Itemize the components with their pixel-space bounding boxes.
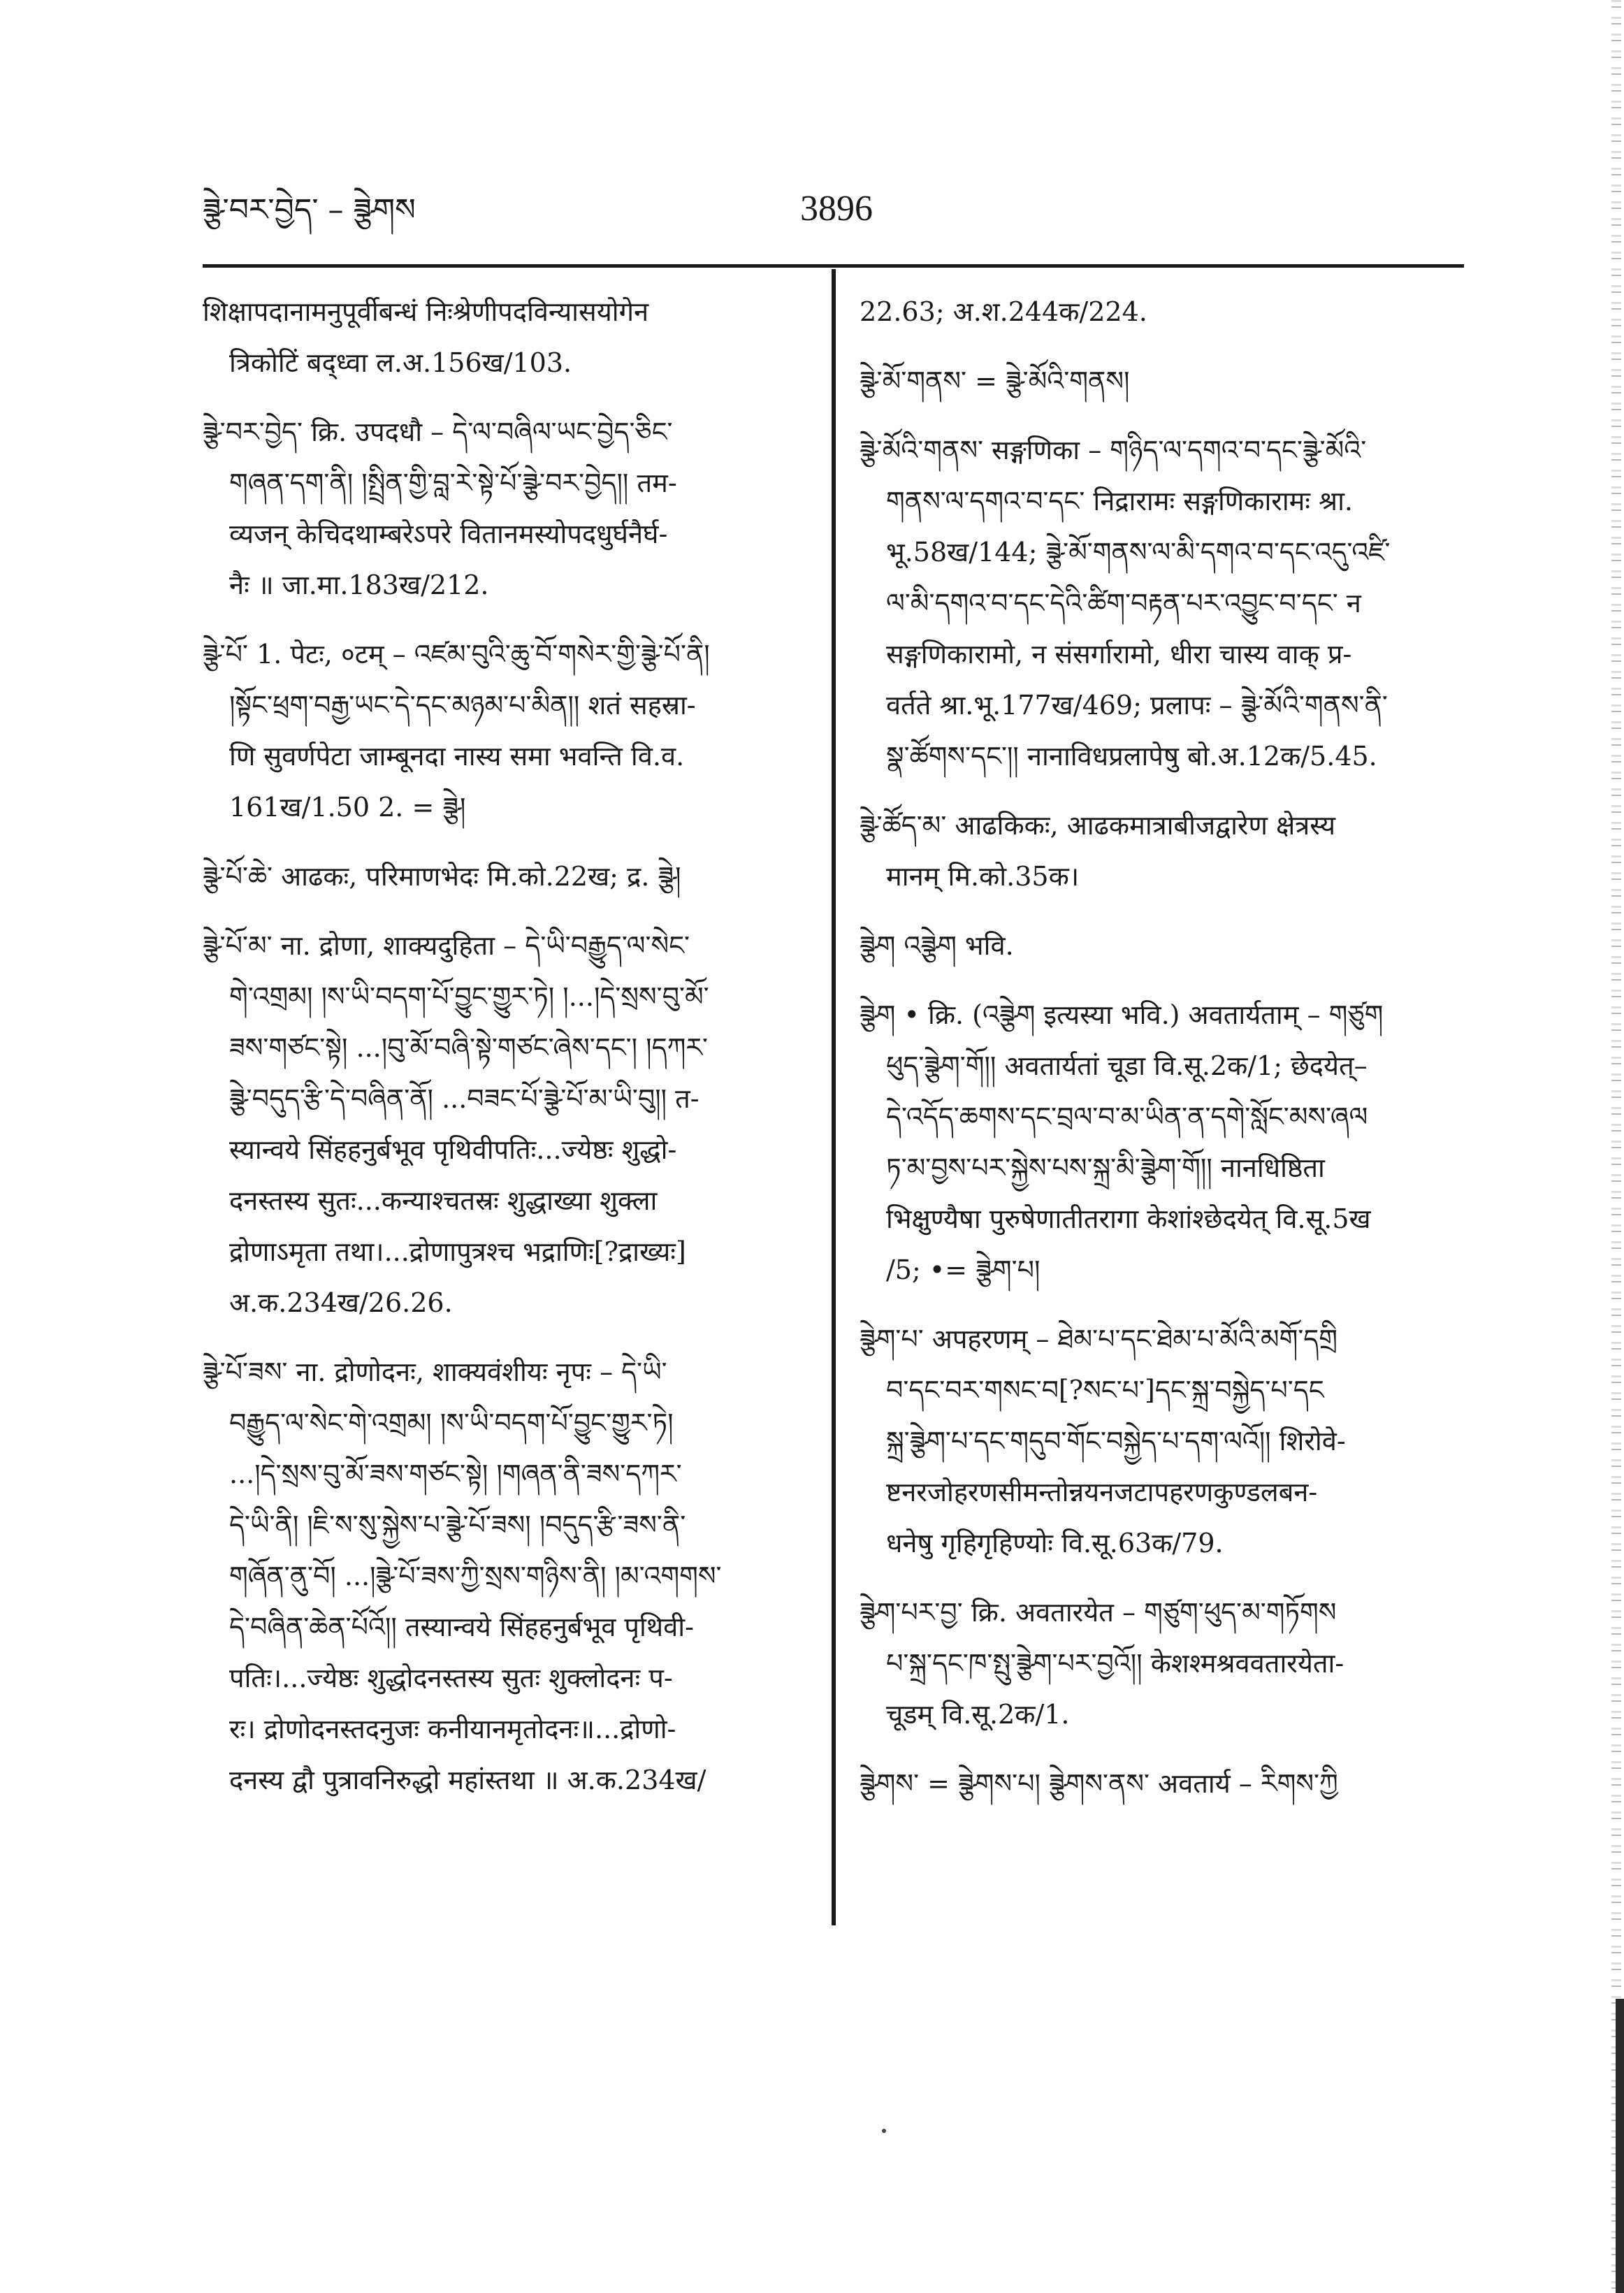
scan-edge-noise <box>1611 0 1621 2293</box>
entry-line: द्रोणाऽमृता तथा।...द्रोणापुत्रश्च भद्राणिः[?द्राख्यः] <box>229 1236 686 1267</box>
entry-line: दनस्तस्य सुतः...कन्याश्चतस्रः शुद्धाख्या शुक्ला <box>229 1185 658 1216</box>
entry-line: सङ्गणिकारामो, न संसर्गारामो, धीरा चास्य वाक् प्र- <box>886 639 1352 670</box>
entry-line: मानम् मि.को.35क। <box>886 861 1080 892</box>
entry-line: དེ་ཡི་ནི། །ཇི་ས་སུ་སྐྱེས་པ་ཟྩེ་པོ་ཟས། །བདུད་རྩི་ཟས་ནི་ <box>229 1510 686 1540</box>
entry-headline: ཟྩེ་མོ་གནས་ = ཟྩེ་མོའི་གནས། <box>860 366 1130 396</box>
entry-line: ...།དེ་སྲས་བུ་མོ་ཟས་གཙང་སྟེ། །གཞན་ནི་ཟས་དཀར་ <box>229 1459 682 1489</box>
entry-headline: ཟྩེག འཟྩེག भवि. <box>860 930 1014 961</box>
entry-line: भू.58ख/144; ཟྩེ་མོ་གནས་ལ་མི་དགའ་བ་དང་འདུ་འཛི་ <box>886 537 1391 567</box>
entry-line: नैः ॥ जा.मा.183ख/212. <box>229 570 489 600</box>
entry-line: ष्टनरजोहरणसीमन्तोन्नयनजटापहरणकुण्डलबन- <box>886 1477 1318 1507</box>
entry-line: त्रिकोटिं बद्ध्वा ल.अ.156ख/103. <box>229 347 572 378</box>
entry-line: གནས་ལ་དགའ་བ་དང་ निद्रारामः सङ्गणिकारामः श्रा. <box>886 486 1353 516</box>
entry-line: ཕུད་ཟྩེག་གོ།། अवतार्यतां चूडा वि.सू.2क/1; छेदयेत्– <box>886 1050 1368 1081</box>
column-divider <box>832 269 836 1925</box>
dictionary-entry <box>860 920 1460 971</box>
entry-line: स्यान्वये सिंहहनुर्बभूव पृथिवीपतिः...ज्येष्ठः शुद्धो- <box>229 1134 677 1165</box>
dictionary-entry <box>203 920 811 1329</box>
dictionary-entry <box>203 287 811 389</box>
entry-headline: ཟྩེ་པོ་ཆེ་ आढकः, परिमाणभेदः मि.को.22ख; द्र. ཟྩེ། <box>203 861 681 892</box>
dictionary-entry <box>860 287 1460 338</box>
entry-line: ལ་མི་དགའ་བ་དང་དེའི་ཚིག་བརྟན་པར་འབྱུང་བ་དང་ न <box>886 588 1361 619</box>
entry-headline: ཟྩེག་པ་ अपहरणम् – ཐེམ་པ་དང་ཐེམ་པ་མོའི་མགོ་དགྲི <box>860 1324 1338 1354</box>
right-column <box>860 287 1460 1828</box>
dictionary-entry <box>860 356 1460 407</box>
dictionary-entry <box>860 1314 1460 1569</box>
scan-edge-shadow <box>1616 1999 1624 2293</box>
dictionary-entry <box>203 629 811 833</box>
dictionary-entry <box>203 851 811 902</box>
dictionary-entry <box>860 1758 1460 1809</box>
entry-line: चूडम् वि.सू.2क/1. <box>886 1699 1070 1730</box>
entry-line: པ་སྐྲ་དང་ཁ་སྤུ་ཟྩེག་པར་བྱའོ།། केशश्मश्रववतारयेता- <box>886 1648 1344 1679</box>
dictionary-entry <box>203 1347 811 1806</box>
entry-headline: ཟྩེག་པར་བྱ་ क्रि. अवतारयेत – གཙུག་ཕུད་མ་གཏོགས <box>860 1597 1337 1628</box>
entry-line: བ་དང་བར་གསང་བ[?སང་པ་]དང་སྐྲ་བསྐྱེད་པ་དང <box>886 1375 1324 1405</box>
entry-line: व्यजन् केचिदथाम्बरेऽपरे वितानमस्योपदधुर्घनैर्घ- <box>229 519 668 549</box>
entry-line: གེ་འགྲམ། །ས་ཡི་བདག་པོ་བྱུང་གྱུར་ཏེ། །...།དེ་སྲས་བུ་མོ་ <box>229 981 709 1012</box>
entry-line: रः। द्रोणोदनस्तदनुजः कनीयानमृतोदनः॥...द्रोणो- <box>229 1714 676 1744</box>
entry-line: ཟས་གཙང་སྟེ། ...།བུ་མོ་བཞི་སྟེ་གཙང་ཞེས་དང་། །དཀར་ <box>229 1032 709 1063</box>
entry-line: दनस्य द्वौ पुत्रावनिरुद्धो महांस्तथा ॥ अ.क.234ख/ <box>229 1765 706 1795</box>
entry-line: དེ་བཞིན་ཆེན་པོའོ།། तस्यान्वये सिंहहनुर्बभूव पृथिवी- <box>229 1612 694 1642</box>
entry-headline: ཟྩེ་པོ་ 1. पेटः, ०टम् – འཛམ་བུའི་ཆུ་བོ་གསེར་གྱི་ཟྩེ་པོ་ནི། <box>203 639 710 670</box>
entry-line: पतिः।...ज्येष्ठः शुद्धोदनस्तस्य सुतः शुक्लोदनः प- <box>229 1663 673 1693</box>
entry-line: धनेषु गृहिगृहिण्योः वि.सू.63क/79. <box>886 1528 1224 1558</box>
entry-line: ཏ་མ་བྱས་པར་སྐྱེས་པས་སྐྲ་མི་ཟྩེག་གོ།། नानधिष्ठिता <box>886 1152 1325 1183</box>
entry-line: ཟྩེ་བདུད་རྩི་དེ་བཞིན་ནོ། ...བཟང་པོ་ཟྩེ་པོ་མ་ཡི་བུ།། त- <box>229 1083 699 1114</box>
dictionary-entry <box>860 990 1460 1296</box>
header-rule <box>203 264 1464 268</box>
entry-headline: ཟྩེག • क्रि. (འཟྩེག इत्यस्या भवि.) अवतार्यताम् – གཙུག <box>860 999 1384 1030</box>
page-number: 3896 <box>800 189 873 229</box>
entry-headline: ཟྩེ་པོ་མ་ ना. द्रोणा, शाक्यदुहिता – དེ་ཡི་བརྒྱུད་ལ་སེང་ <box>203 930 690 961</box>
left-column <box>203 287 811 1824</box>
entry-headline: शिक्षापदानामनुपूर्वीबन्धं निःश्रेणीपदविन्यासयोगेन <box>203 296 649 327</box>
entry-line: དེ་འདོད་ཆགས་དང་བྲལ་བ་མ་ཡིན་ན་དགེ་སློང་མས་ཞལ <box>886 1101 1368 1132</box>
scan-speck <box>882 2129 886 2133</box>
entry-headline: ཟྩེ་པོ་ཟས་ ना. द्रोणोदनः, शाक्यवंशीयः नृपः – དེ་ཡི་ <box>203 1357 667 1387</box>
dictionary-entry <box>860 1587 1460 1740</box>
entry-headline: 22.63; अ.श.244क/224. <box>860 296 1147 327</box>
entry-line: གཞན་དག་ནི། །སྤྲིན་གྱི་བླ་རེ་སྟེ་པོ་ཟྩེ་བར་བྱེད།། तम- <box>229 468 677 498</box>
entry-line: སྐྲ་ཟྩེག་པ་དང་གདུབ་གོང་བསྐྱེད་པ་དག་ལའོ།། शिरोवे- <box>886 1426 1346 1456</box>
running-head: ཟྩེ་བར་བྱེད་ – ཟྩེགས <box>203 192 416 228</box>
entry-line: णि सुवर्णपेटा जाम्बूनदा नास्य समा भवन्ति वि.व. <box>229 741 685 772</box>
entry-line: བརྒྱུད་ལ་སེང་གེ་འགྲམ། །ས་ཡི་བདག་པོ་བྱུང་གྱུར་ཏེ། <box>229 1408 674 1438</box>
dictionary-entry <box>203 407 811 611</box>
entry-headline: ཟྩེགས་ = ཟྩེགས་པ། ཟྩེགས་ནས་ अवतार्य – རིགས་ཀྱི <box>860 1768 1338 1799</box>
entry-headline: ཟྩེ་ཚོད་མ་ आढकिकः, आढकमात्राबीजद्वारेण क्षेत्रस्य <box>860 810 1336 841</box>
dictionary-entry <box>860 800 1460 902</box>
entry-line: भिक्षुण्यैषा पुरुषेणातीतरागा केशांश्छेदयेत् वि.सू.5ख <box>886 1203 1371 1234</box>
entry-line: 161ख/1.50 2. = ཟྩེ། <box>229 792 466 823</box>
entry-headline: ཟྩེ་བར་བྱེད་ क्रि. उपदधौ – དེ་ལ་བཞིལ་ཡང་བྱེད་ཅིང་ <box>203 417 673 447</box>
entry-line: གཞོན་ནུ་བོ། ...།ཟྩེ་པོ་ཟས་ཀྱི་སྲས་གཉིས་ནི། །མ་འགགས་ <box>229 1561 722 1591</box>
entry-line: །སྟོང་ཕྲག་བརྒྱ་ཡང་དེ་དང་མཉམ་པ་མིན།། शतं सहस्रा- <box>229 690 696 721</box>
entry-line: སྣ་ཚོགས་དང་།། नानाविधप्रलापेषु बो.अ.12क/5.45. <box>886 741 1377 772</box>
entry-headline: ཟྩེ་མོའི་གནས་ सङ्गणिका – གཉིད་ལ་དགའ་བ་དང་ཟྩེ་མོའི་ <box>860 435 1367 465</box>
entry-line: वर्तते श्रा.भू.177ख/469; प्रलापः – ཟྩེ་མོའི་གནས་ནི་ <box>886 690 1388 721</box>
dictionary-entry <box>860 425 1460 782</box>
entry-line: अ.क.234ख/26.26. <box>229 1287 453 1318</box>
entry-line: /5; •= ཟྩེག་པ། <box>886 1254 1041 1285</box>
